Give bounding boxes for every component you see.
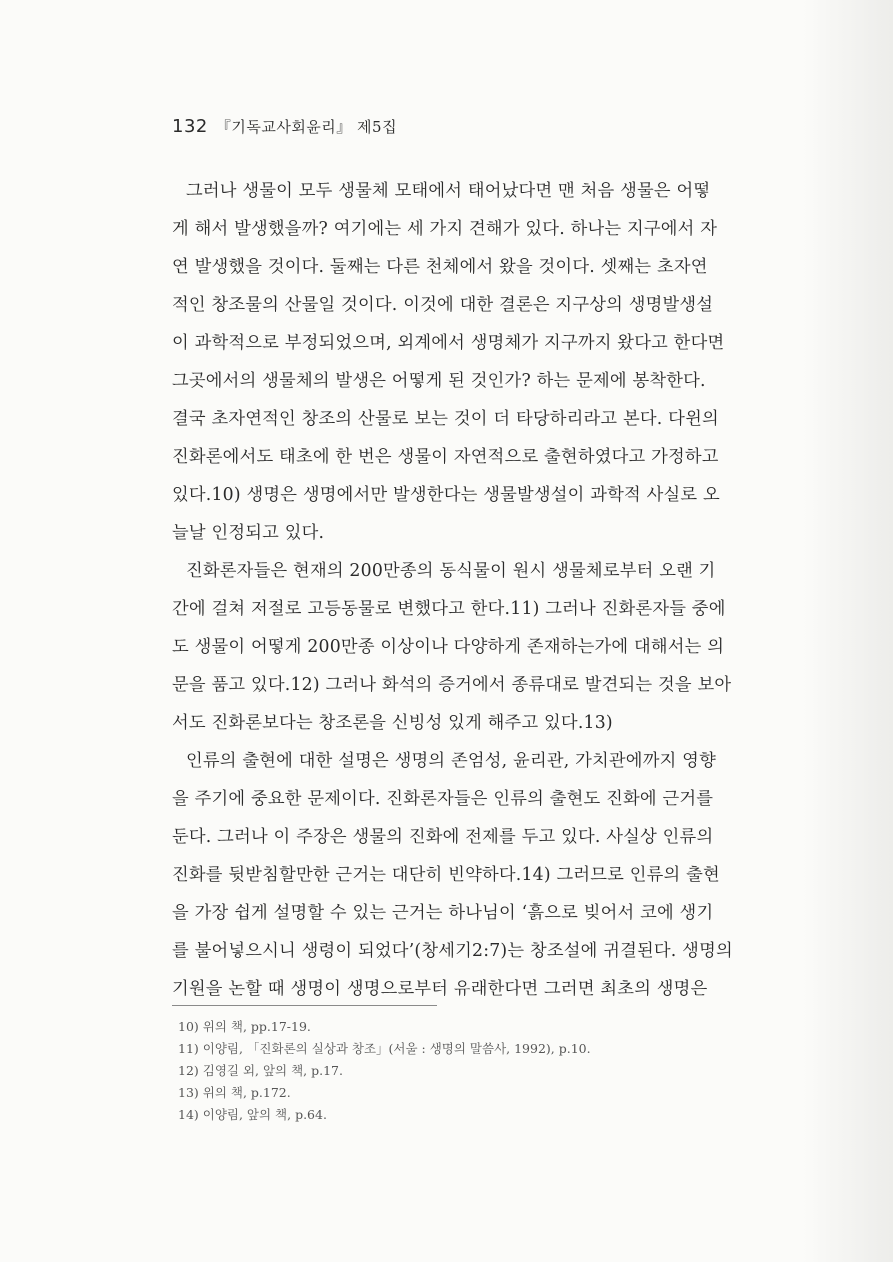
text-line: 적인 창조물의 산물일 것이다. 이것에 대한 결론은 지구상의 생명발생설 [172, 295, 714, 315]
body-text [172, 172, 752, 1008]
text-line: 을 주기에 중요한 문제이다. 진화론자들은 인류의 출현도 진화에 근거를 [172, 789, 714, 809]
scan-shadow [803, 0, 893, 1262]
text-line: 서도 진화론보다는 창조론을 신빙성 있게 해주고 있다.13) [172, 713, 613, 733]
text-line: 를 불어넣으시니 생령이 되었다’(창세기2:7)는 창조설에 귀결된다. 생명의 [172, 941, 733, 961]
text-line: 게 해서 발생했을까? 여기에는 세 가지 견해가 있다. 하나는 지구에서 자 [172, 219, 718, 239]
text-line: 있다.10) 생명은 생명에서만 발생한다는 생물발생설이 과학적 사실로 오 [172, 485, 720, 505]
text-line: 이 과학적으로 부정되었으며, 외계에서 생명체가 지구까지 왔다고 한다면 [172, 333, 725, 353]
text-line: 결국 초자연적인 창조의 산물로 보는 것이 더 타당하리라고 본다. 다윈의 [172, 409, 719, 429]
text-line: 그곳에서의 생물체의 발생은 어떻게 된 것인가? 하는 문제에 봉착한다. [172, 371, 706, 391]
page-number: 132 [172, 116, 208, 137]
text-line: 진화를 뒷받침할만한 근거는 대단히 빈약하다.14) 그러므로 인류의 출현 [172, 865, 720, 885]
paragraph [172, 742, 752, 1008]
footnotes [178, 1016, 738, 1126]
footnote: 10) 위의 책, pp.17-19. [178, 1019, 311, 1034]
running-title: 『기독교사회윤리』 제5집 [215, 118, 398, 136]
text-line: 인류의 출현에 대한 설명은 생명의 존엄성, 윤리관, 가치관에까지 영향 [186, 751, 716, 771]
text-line: 간에 걸쳐 저절로 고등동물로 변했다고 한다.11) 그러나 진화론자들 중에 [172, 599, 726, 619]
text-line: 늘날 인정되고 있다. [172, 523, 325, 543]
text-line: 둔다. 그러나 이 주장은 생물의 진화에 전제를 두고 있다. 사실상 인류의 [172, 827, 714, 847]
paragraph [172, 172, 752, 552]
footnote: 12) 김영길 외, 앞의 책, p.17. [178, 1063, 343, 1078]
text-line: 문을 품고 있다.12) 그러나 화석의 증거에서 종류대로 발견되는 것을 보아 [172, 675, 732, 695]
footnote: 11) 이양림, 「진화론의 실상과 창조」(서울 : 생명의 말씀사, 1992), p.10. [178, 1041, 591, 1056]
text-line: 기원을 논할 때 생명이 생명으로부터 유래한다면 그러면 최초의 생명은 [172, 979, 708, 999]
text-line: 연 발생했을 것이다. 둘째는 다른 천체에서 왔을 것이다. 셋째는 초자연 [172, 257, 708, 277]
footnote: 14) 이양림, 앞의 책, p.64. [178, 1107, 327, 1122]
running-header [172, 116, 397, 137]
text-line: 진화론에서도 태초에 한 번은 생물이 자연적으로 출현하였다고 가정하고 [172, 447, 719, 467]
text-line: 그러나 생물이 모두 생물체 모태에서 태어났다면 맨 처음 생물은 어떻 [186, 181, 711, 201]
text-line: 을 가장 쉽게 설명할 수 있는 근거는 하나님이 ‘흙으로 빚어서 코에 생기 [172, 903, 714, 923]
footnote: 13) 위의 책, p.172. [178, 1085, 291, 1100]
footnote-divider [172, 1005, 437, 1006]
text-line: 진화론자들은 현재의 200만종의 동식물이 원시 생물체로부터 오랜 기 [186, 561, 716, 581]
text-line: 도 생물이 어떻게 200만종 이상이나 다양하게 존재하는가에 대해서는 의 [172, 637, 725, 657]
paragraph [172, 552, 752, 742]
